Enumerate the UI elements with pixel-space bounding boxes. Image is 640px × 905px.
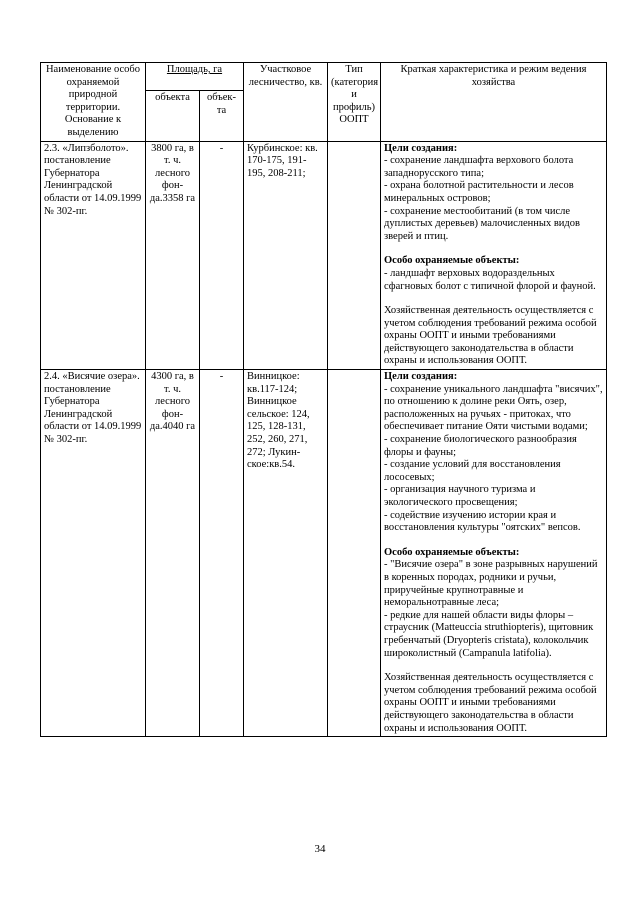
row-type — [328, 141, 381, 370]
regime-text: Хозяйственная деятельность осуществляется с учетом соблюдения требований режима особой охраны ООПТ и иными требованиями действующего законодательства в области охраны и использования ООПТ. — [384, 305, 597, 367]
header-forestry: Участковое лесничество, кв. — [244, 63, 328, 142]
objects-title: Особо охраняемые объекты: — [384, 255, 520, 267]
protected-areas-table — [40, 62, 607, 737]
row-area-object: 4300 га, в т. ч. лесного фон-да.4040 га — [146, 370, 200, 737]
header-area-zone: объек-та — [200, 90, 244, 141]
row-description — [381, 370, 607, 737]
header-type: Тип (категория и профиль) ООПТ — [328, 63, 381, 142]
objects-section — [384, 547, 603, 660]
object-item: - редкие для нашей области виды флоры – страусник (Matteuccia struthiopteris), щитовник гребенчатый (Dryopteris cristata), колокольчик широколистный (Campanula latifolia). — [384, 609, 594, 659]
page-number: 34 — [314, 843, 326, 855]
regime-text: Хозяйственная деятельность осуществляется с учетом соблюдения требований режима особой охраны ООПТ и иными требованиями действующего законодательства в области охраны и использования ООПТ. — [384, 672, 597, 734]
row-name: 2.3. «Липзболото». постановление Губернатора Ленинградской области от 14.09.1999 № 302-пг. — [41, 141, 146, 370]
goal-item: - сохранение уникального ландшафта "висячих", по отношению к долине реки Оять, озер, расположенных на ручьях - притоках, что обеспечивает питание Ояти чистыми водами; — [384, 383, 603, 433]
goals-title: Цели создания: — [384, 142, 458, 154]
row-description — [381, 141, 607, 370]
row-area-zone: - — [200, 141, 244, 370]
object-item: - ландшафт верховых водораздельных сфагновых болот с типичной флорой и фауной. — [384, 267, 596, 292]
row-area-zone: - — [200, 370, 244, 737]
goals-title: Цели создания: — [384, 371, 458, 383]
row-name: 2.4. «Висячие озера». постановление Губернатора Ленинградской области от 14.09.1999 № 302-пг. — [41, 370, 146, 737]
objects-section — [384, 255, 603, 293]
goal-item: - содействие изучению истории края и восстановления культуры "оятских" вепсов. — [384, 509, 581, 534]
table-row — [41, 141, 607, 370]
row-area-object: 3800 га, в т. ч. лесного фон-да.3358 га — [146, 141, 200, 370]
row-type — [328, 370, 381, 737]
goal-item: - сохранение биологического разнообразия флоры и фауны; — [384, 434, 577, 458]
goal-item: - сохранение местообитаний (в том числе дуплистых деревьев) малочисленных видов зверей и птиц. — [384, 205, 580, 242]
goal-item: - организация научного туризма и экологического просвещения; — [384, 484, 536, 508]
header-description: Краткая характеристика и режим ведения хозяйства — [381, 63, 607, 142]
row-forestry: Курбинское: кв. 170-175, 191-195, 208-211; — [244, 141, 328, 370]
table-row — [41, 370, 607, 737]
object-item: - "Висячие озера" в зоне разрывных нарушений в коренных породах, родники и ручьи, приручейные крупнотравные и неморальнотравные леса; — [384, 559, 598, 609]
goal-item: - сохранение ландшафта верхового болота западнорусского типа; — [384, 155, 574, 179]
table-header-row — [41, 63, 607, 91]
goals-section — [384, 143, 603, 244]
goal-item: - создание условий для восстановления лососевых; — [384, 459, 561, 483]
goals-section — [384, 371, 603, 535]
row-forestry: Винницкое: кв.117-124; Винницкое сельское: 124, 125, 128-131, 252, 260, 271, 272; Лукин-ское:кв.54. — [244, 370, 328, 737]
header-name: Наименование особо охраняемой природной территории. Основание к выделению — [41, 63, 146, 142]
header-area-object: объекта — [146, 90, 200, 141]
objects-title: Особо охраняемые объекты: — [384, 546, 520, 558]
goal-item: - охрана болотной растительности и лесов минеральных островов; — [384, 180, 574, 204]
header-area: Площадь, га — [146, 63, 244, 91]
